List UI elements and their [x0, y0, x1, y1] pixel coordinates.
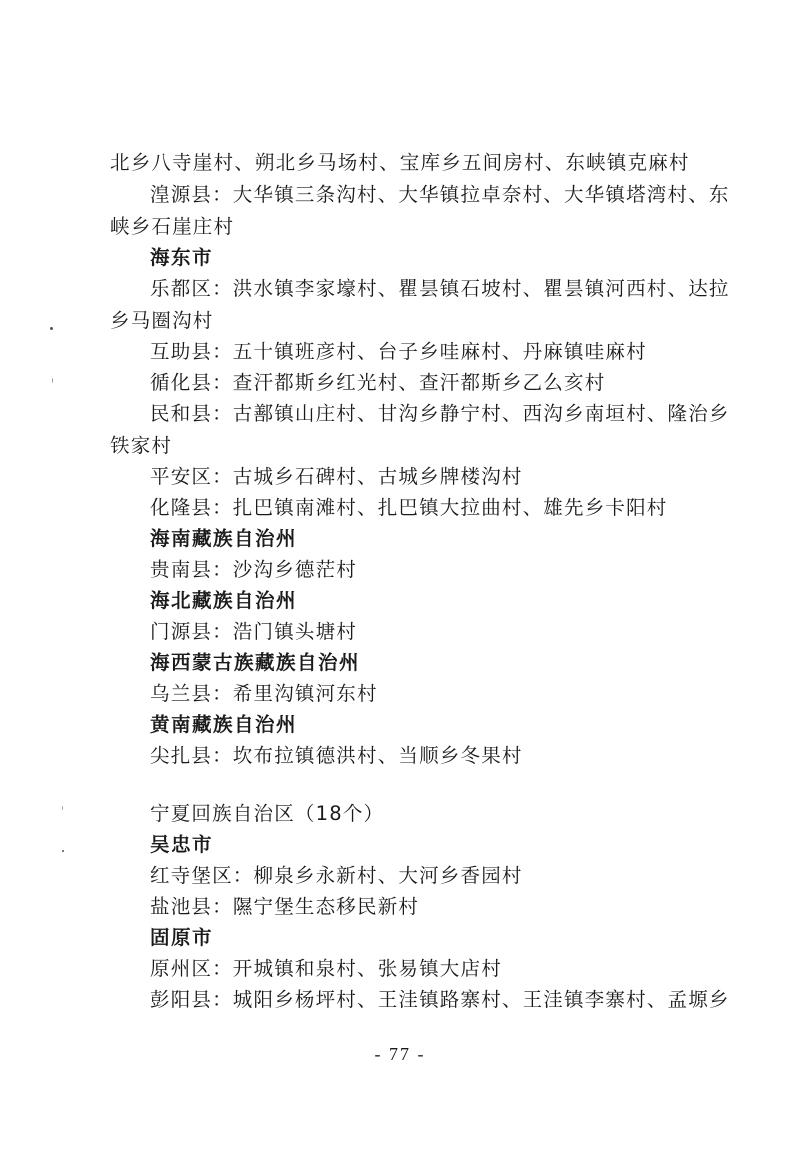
- text-line: 贵南县：沙沟乡德茫村: [150, 558, 358, 581]
- text-line: 互助县：五十镇班彦村、台子乡哇麻村、丹麻镇哇麻村: [150, 340, 647, 363]
- text-line: 盐池县：隰宁堡生态移民新村: [150, 895, 420, 918]
- text-line: 化隆县：扎巴镇南滩村、扎巴镇大拉曲村、雄先乡卡阳村: [150, 496, 668, 519]
- section-heading: 海西蒙古族藏族自治州: [150, 651, 361, 674]
- text-line: 红寺堡区：柳泉乡永新村、大河乡香园村: [150, 864, 523, 887]
- section-heading: 海东市: [150, 246, 214, 269]
- text-line: 峡乡石崖庄村: [110, 215, 235, 238]
- section-heading: 海北藏族自治州: [150, 589, 298, 612]
- region-heading: 宁夏回族自治区（18个）: [150, 802, 385, 825]
- scan-speck: [62, 806, 63, 810]
- text-line: 尖扎县：坎布拉镇德洪村、当顺乡冬果村: [150, 744, 523, 767]
- text-line: 原州区：开城镇和泉村、张易镇大店村: [150, 957, 502, 980]
- section-heading: 黄南藏族自治州: [150, 713, 298, 736]
- text-line: 门源县：浩门镇头塘村: [150, 620, 358, 643]
- scan-speck: [50, 327, 53, 330]
- text-line: 平安区：古城乡石碑村、古城乡牌楼沟村: [150, 465, 523, 488]
- text-line: 乐都区：洪水镇李家壕村、瞿昙镇石坡村、瞿昙镇河西村、达拉: [150, 277, 730, 300]
- text-line: 彭阳县：城阳乡杨坪村、王洼镇路寨村、王洼镇李寨村、孟塬乡: [150, 988, 730, 1011]
- text-line: 北乡八寺崖村、朔北乡马场村、宝库乡五间房村、东峡镇克麻村: [110, 151, 690, 174]
- text-line: 乌兰县：希里沟镇河东村: [150, 682, 378, 705]
- scan-speck: [52, 378, 53, 383]
- section-heading: 吴忠市: [150, 833, 214, 856]
- page-number: - 77 -: [374, 1044, 426, 1064]
- text-line: 循化县：查汗都斯乡红光村、查汗都斯乡乙么亥村: [150, 371, 606, 394]
- text-line: 民和县：古鄯镇山庄村、甘沟乡静宁村、西沟乡南垣村、隆治乡: [150, 402, 730, 425]
- scan-speck: [62, 850, 64, 852]
- text-line: 湟源县：大华镇三条沟村、大华镇拉卓奈村、大华镇塔湾村、东: [150, 183, 730, 206]
- text-line: 铁家村: [110, 434, 173, 457]
- text-line: 乡马圈沟村: [110, 309, 214, 332]
- section-heading: 固原市: [150, 926, 214, 949]
- section-heading: 海南藏族自治州: [150, 527, 298, 550]
